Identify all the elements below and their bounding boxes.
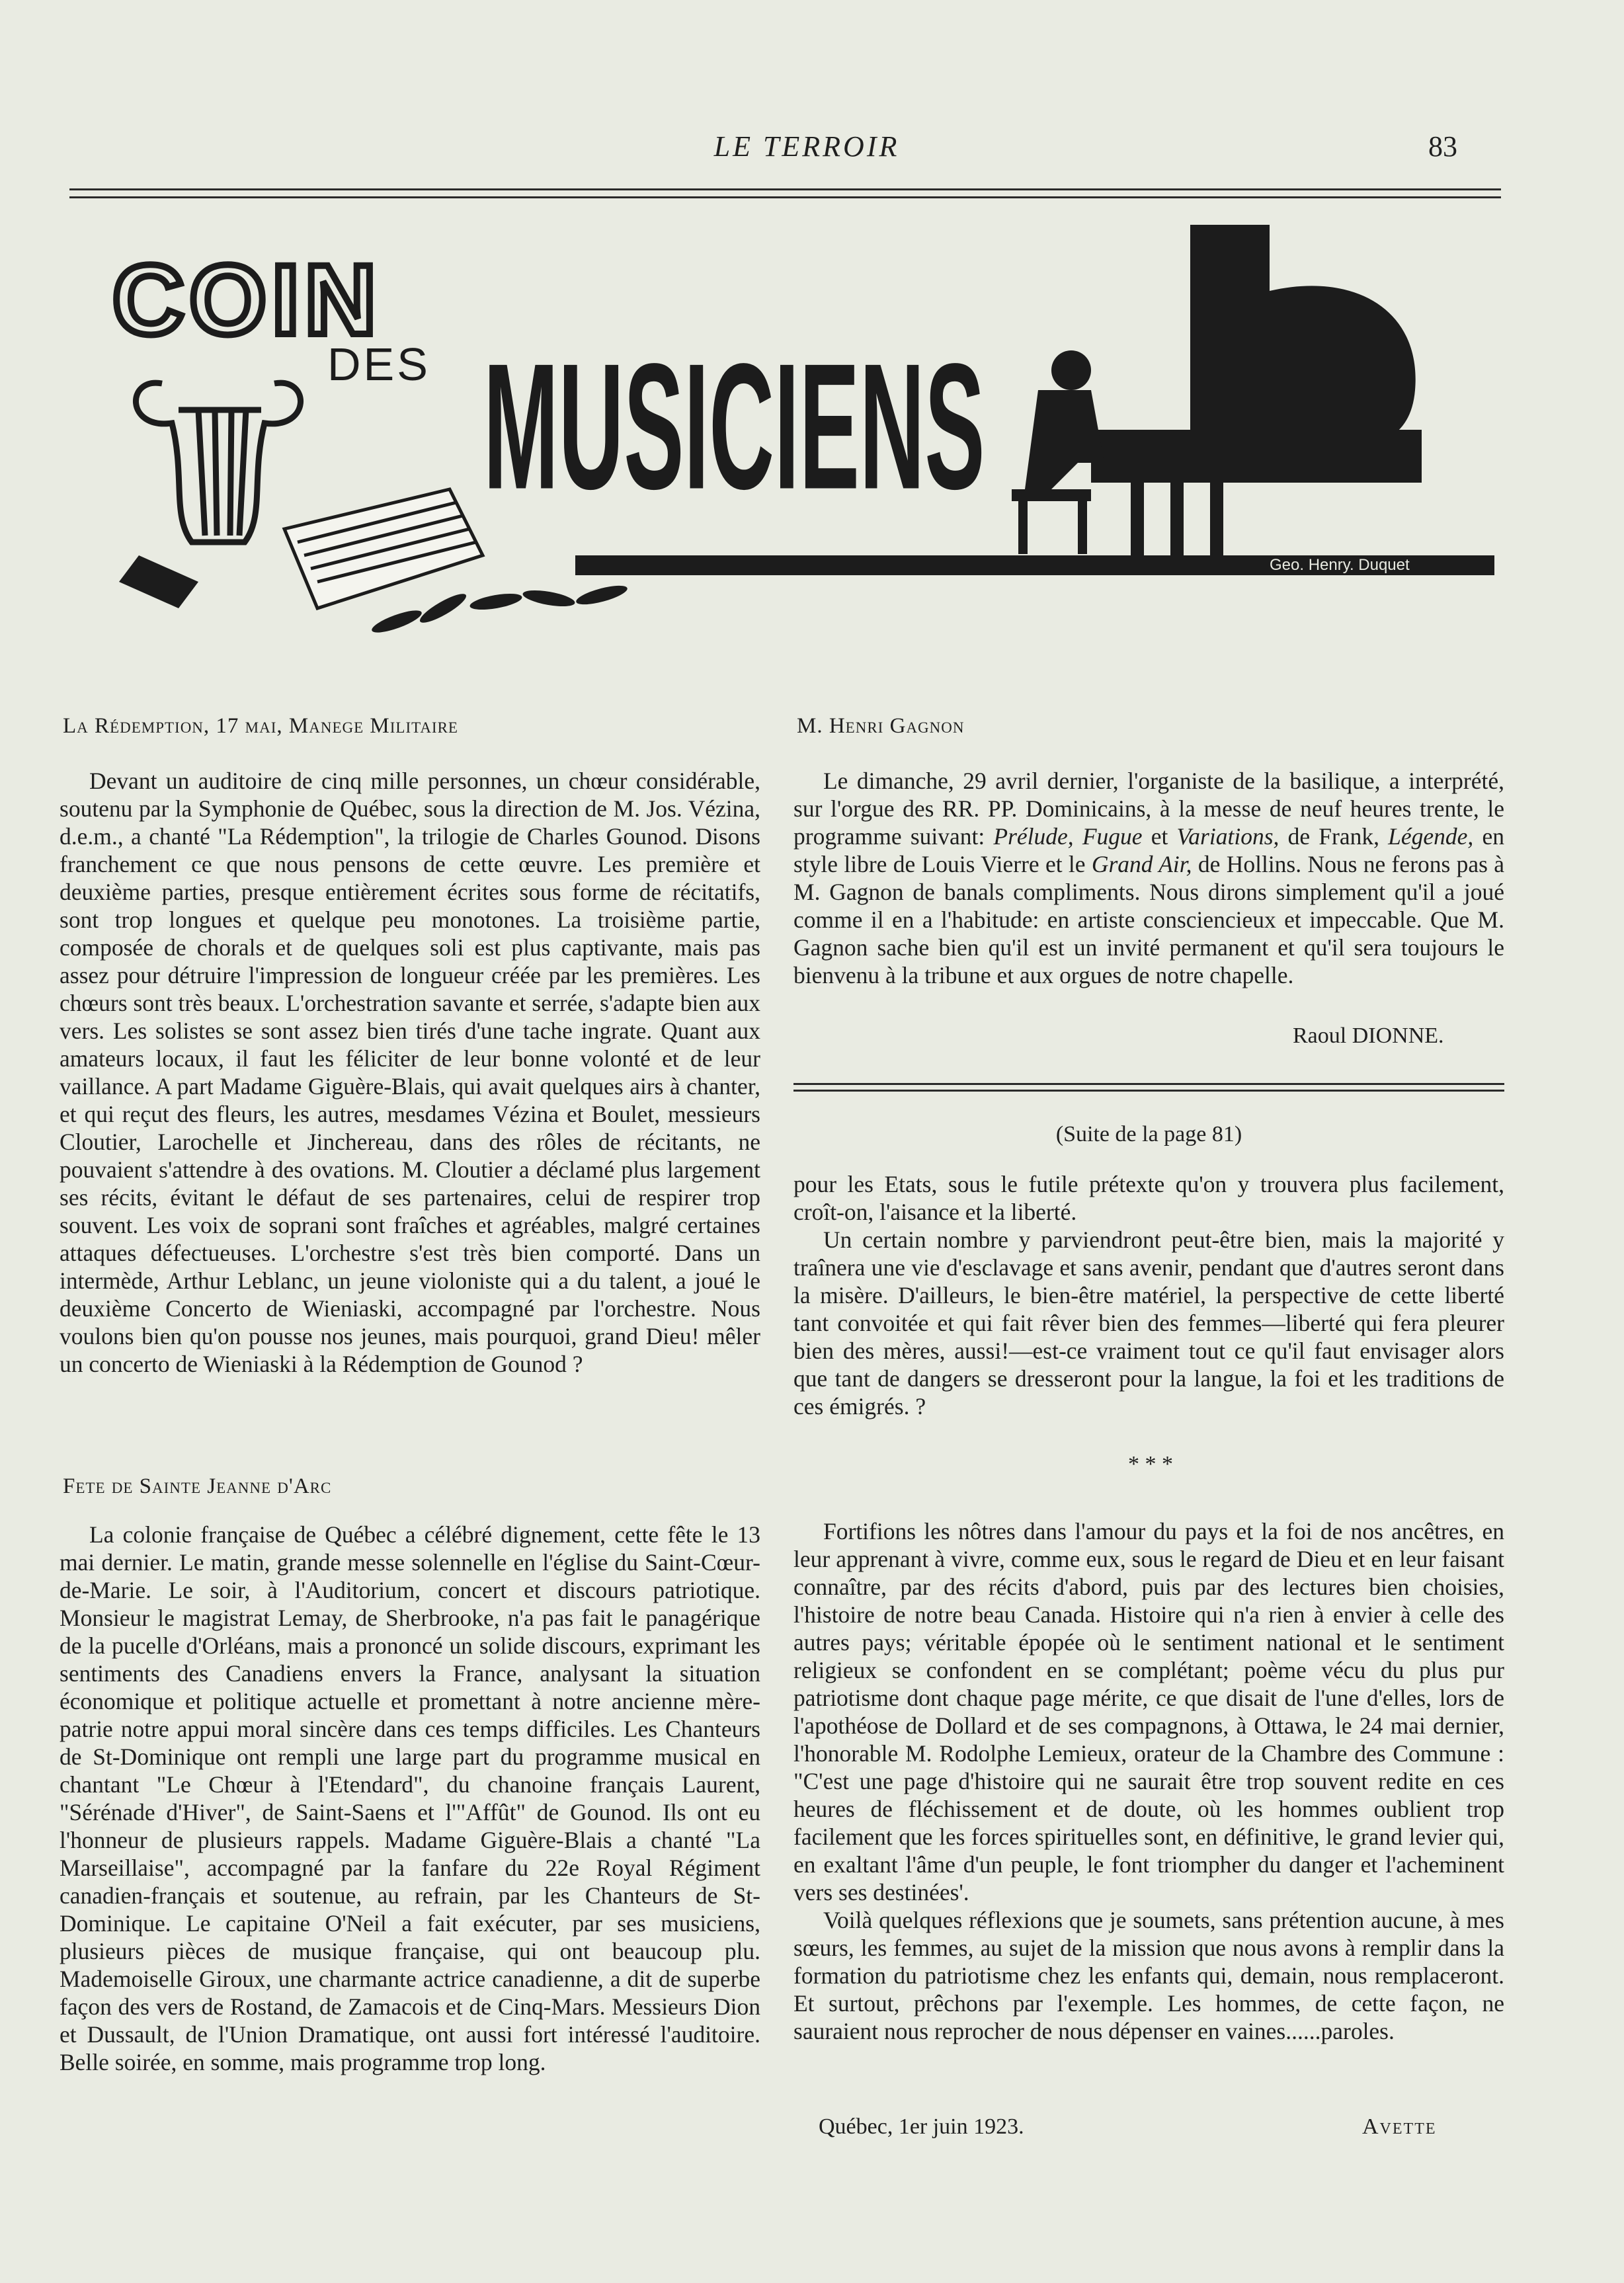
suite-article-continued: [793, 1517, 1504, 2045]
suite-paragraph-3: Fortifions les nôtres dans l'amour du pays et la foi de nos ancêtres, en leur apprenant à vivre, comme eux, sous le regard de Dieu et en leur faisant connaître, par des récits d'abord, puis par des lectures bien choisies, l'histoire de notre beau Canada. Histoire qui n'a rien à envier à celle des autres pays; véritable épopée où le sentiment national et le sentiment religieux se confondent en se complétant; poème vécu du plus pur patriotisme dont chaque page mérite, ce que disait de l'une d'elles, lors de l'apothéose de Dollard et de ses compagnons, à Ottawa, le 24 mai dernier, l'honorable M. Rodolphe Lemieux, orateur de la Chambre des Commune : "C'est une page d'histoire qui ne saurait être trop souvent redite en ces heures de fléchissement et de doute, où les hommes oublient trop facilement que les forces spirituelles sont, en définitive, le grand levier qui, en exaltant l'âme d'un peuple, le font triompher du danger et l'acheminent vers ses destinées'.: [793, 1518, 1504, 1905]
suite-paragraph-1: pour les Etats, sous le futile prétexte qu'on y trouvera plus facilement, croît-on, l'aisance et la liberté.: [793, 1171, 1504, 1225]
banner-word-des: DES: [327, 339, 430, 390]
banner-word-coin: COIN: [112, 244, 382, 355]
author-signature: Avette: [1362, 2114, 1437, 2139]
horn-icon: [119, 555, 198, 608]
banner-word-musiciens: MUSICIENS: [483, 326, 985, 527]
gagnon-article: [793, 767, 1504, 989]
gagnon-text-mid: en style libre de Louis Vierre et le: [793, 823, 1505, 877]
redemption-heading: La Rédemption, 17 mai, Manege Militaire: [63, 714, 458, 738]
gagnon-piece-3: Légende,: [1388, 823, 1474, 850]
page-number: 83: [1428, 130, 1457, 163]
gagnon-word-de-frank: de Frank,: [1287, 823, 1379, 850]
lyre-icon: [136, 383, 300, 542]
journal-title: LE TERROIR: [713, 130, 900, 163]
gagnon-piece-4: Grand Air,: [1091, 851, 1192, 877]
laurel-icon: [370, 582, 629, 637]
piano-icon: [1091, 225, 1422, 555]
gagnon-signature: Raoul DIONNE.: [1293, 1023, 1444, 1048]
gagnon-text-end: de Hollins. Nous ne ferons pas à M. Gagnon de banals compliments. Nous dirons simplement qu'il a joué comme il en a l'habitude: en artiste consciencieux et impeccable. Que M. Gagnon sache bien qu'il est un invité permanent et qu'il sera toujours le bienvenu à la tribune et aux orgues de notre chapelle.: [793, 851, 1504, 988]
artist-signature: Geo. Henry. Duquet: [1270, 556, 1410, 574]
redemption-article: [60, 767, 760, 1378]
header-rule-top: [69, 188, 1501, 190]
header-rule-bottom: [69, 196, 1501, 198]
suite-article: [793, 1170, 1504, 1420]
jeanne-article: [60, 1521, 760, 2076]
gagnon-text-start: Le dimanche, 29 avril dernier, l'organiste de la basilique, a interprété, sur l'orgue des RR. PP. Dominicains, à la messe de neuf heures trente, le programme suivant:: [793, 768, 1504, 850]
gagnon-heading: M. Henri Gagnon: [797, 714, 965, 738]
banner-illustration: [99, 212, 1494, 681]
suite-note: (Suite de la page 81): [1055, 1122, 1242, 1146]
gagnon-piece-2: Variations,: [1176, 823, 1279, 850]
redemption-paragraph: Devant un auditoire de cinq mille personnes, un chœur considérable, soutenu par la Symphonie de Québec, sous la direction de M. Jos. Vézina, d.e.m., a chanté "La Rédemption", la trilogie de Charles Gounod. Disons franchement ce que nous pensons de cette œuvre. Les première et deuxième parties, presque entièrement écrites sous forme de récitatifs, sont trop longues et quelque peu monotones. La troisième partie, composée de chorals et de quelques soli est plus captivante, mais pas assez pour détruire l'impression de longueur créée par les premières. Les chœurs sont très beaux. L'orchestration savante et serrée, s'adapte bien aux vers. Les solistes se sont assez bien tirés d'une tache ingrate. Quant aux amateurs locaux, il faut les féliciter de leur bonne volonté et de leur vaillance. A part Madame Giguère-Blais, qui avait quelques airs à chanter, et qui reçut des fleurs, les autres, mesdames Vézina et Boulet, messieurs Cloutier, Larochelle et Jinchereau, dans des rôles de récitants, ne pouvaient s'attendre à des ovations. M. Cloutier a déclamé plus largement ses récits, évitant le défaut de ses partenaires, celui de respirer trop souvent. Les voix de soprani sont fraîches et agréables, malgré certaines attaques défectueuses. L'orchestre s'est très bien comporté. Dans un intermède, Arthur Leblanc, un jeune violoniste qui a du talent, a joué le deuxième Concerto de Wieniaski, accompagné par l'orchestre. Nous voulons bien qu'on pousse nos jeunes, mais pourquoi, grand Dieu! mêler un concerto de Wieniaski à la Rédemption de Gounod ?: [60, 768, 760, 1377]
asterisk-divider: * * *: [1128, 1452, 1173, 1476]
suite-paragraph-4: Voilà quelques réflexions que je soumets, sans prétention aucune, à mes sœurs, les femmes, au sujet de la mission que nous avons à remplir dans la formation du patriotisme chez les enfants qui, demain, nous remplaceront. Et surtout, prêchons par l'exemple. Les hommes, de cette façon, ne sauraient nous reprocher de nous dépenser en vaines......paroles.: [793, 1907, 1504, 2044]
pianist-icon: [1012, 350, 1104, 554]
separator-rule-top: [793, 1083, 1504, 1085]
gagnon-paragraph: [793, 767, 1504, 989]
dateline: Québec, 1er juin 1923.: [819, 2114, 1024, 2139]
running-head: [0, 130, 1624, 169]
gagnon-piece-1: Prélude, Fugue: [993, 823, 1143, 850]
gagnon-word-et: et: [1151, 823, 1168, 850]
suite-paragraph-2: Un certain nombre y parviendront peut-être bien, mais la majorité y traînera une vie d'esclavage et sans avenir, pendant que d'autres seront dans la misère. D'ailleurs, le bien-être matériel, la perspective de cette liberté tant convoitée et qui fait rêver bien des femmes—liberté qui fera pleurer bien des mères, aussi!—est-ce vraiment tout ce qu'il faut envisager alors que tant de dangers se dresseront pour la langue, la foi et les traditions de ces émigrés. ?: [793, 1226, 1504, 1420]
sheet-music-icon: [284, 489, 483, 608]
jeanne-paragraph: La colonie française de Québec a célébré dignement, cette fête le 13 mai dernier. Le matin, grande messe solennelle en l'église du Saint-Cœur-de-Marie. Le soir, à l'Auditorium, concert et discours patriotique. Monsieur le magistrat Lemay, de Sherbrooke, n'a pas fait le panagérique de la pucelle d'Orléans, mais a prononcé un solide discours, exprimant les sentiments des Canadiens envers la France, analysant la situation économique et politique actuelle et promettant à notre ancienne mère-patrie notre appui moral sincère dans ces temps difficiles. Les Chanteurs de St-Dominique ont rempli une large part du programme musical en chantant "Le Chœur à l'Etendard", du chanoine français Laurent, "Sérénade d'Hiver", de Saint-Saens et l'"Affût" de Gounod. Ils ont eu l'honneur de plusieurs rappels. Madame Giguère-Blais a chanté "La Marseillaise", accompagné par la fanfare du 22e Royal Régiment canadien-français et soutenue, au refrain, par les Chanteurs de St-Dominique. Le capitaine O'Neil a fait exécuter, par ses musiciens, plusieurs pièces de musique française, qui ont beaucoup plu. Mademoiselle Giroux, une charmante actrice canadienne, a dit de superbe façon des vers de Rostand, de Zamacois et de Cinq-Mars. Messieurs Dion et Dussault, de l'Union Dramatique, ont aussi fort intéressé l'auditoire. Belle soirée, en somme, mais programme trop long.: [60, 1521, 760, 2075]
separator-rule-bottom: [793, 1090, 1504, 1092]
jeanne-heading: Fete de Sainte Jeanne d'Arc: [63, 1474, 332, 1498]
